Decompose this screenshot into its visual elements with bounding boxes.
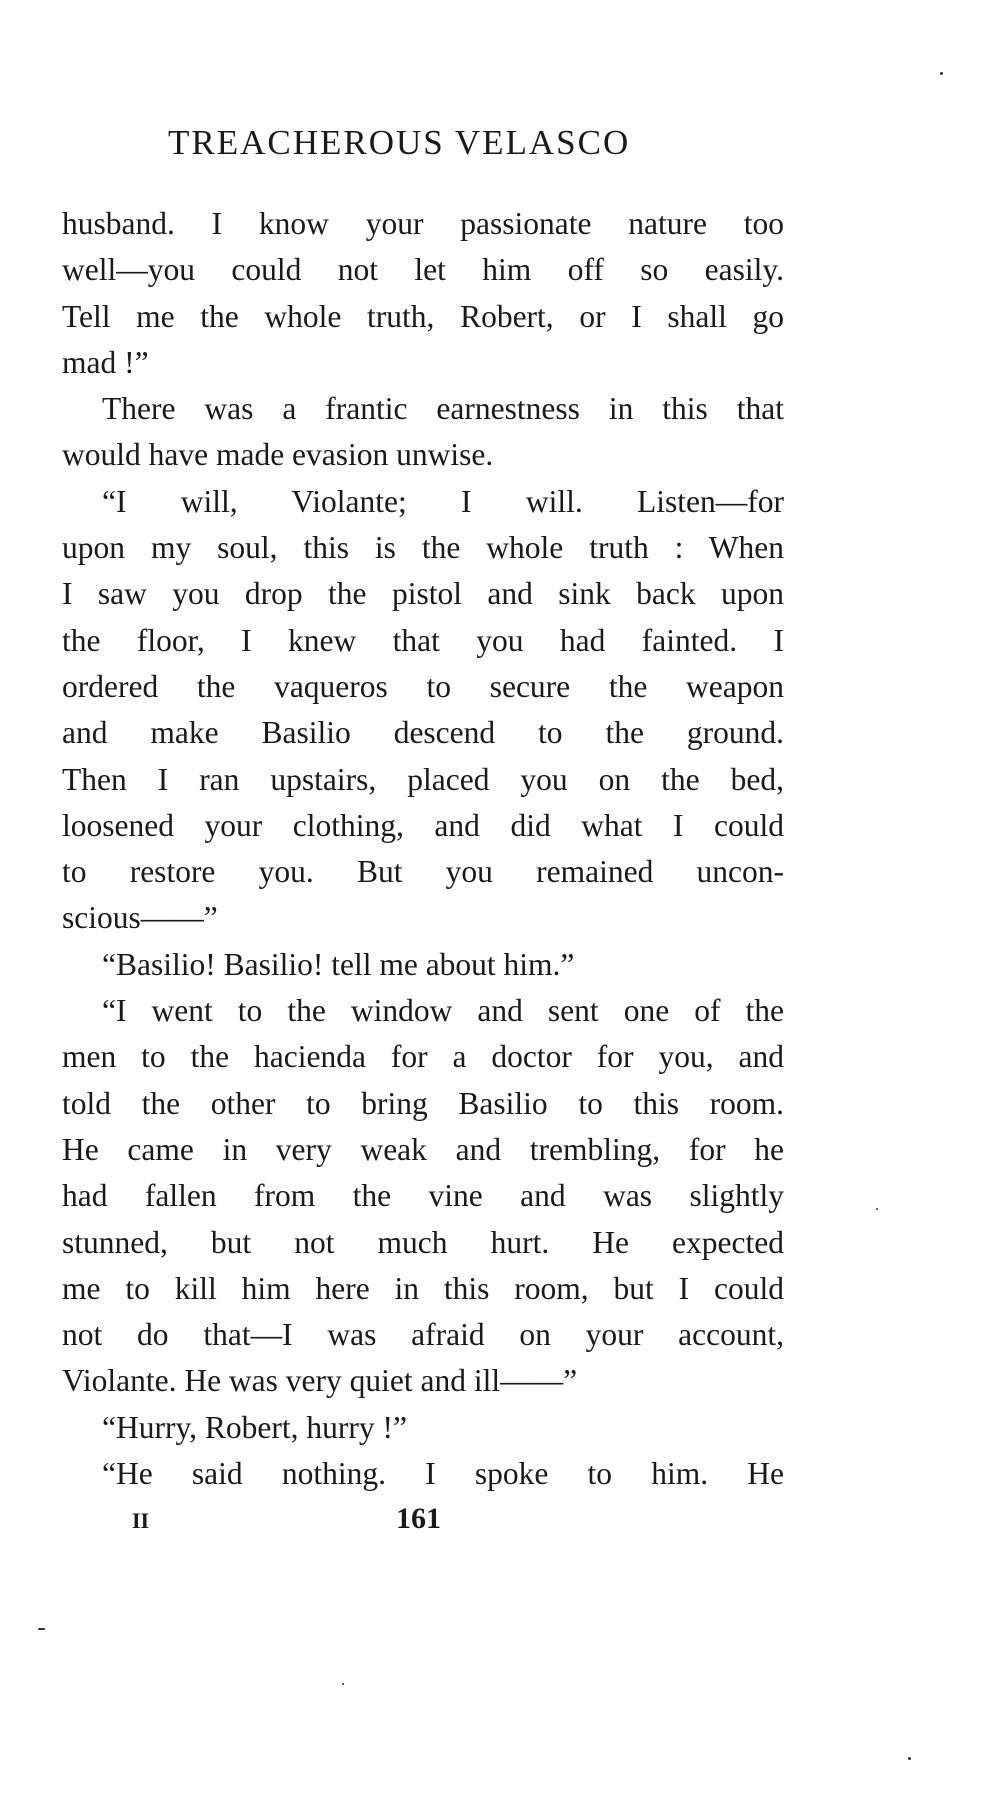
- text-line: He came in very weak and trembling, for he: [62, 1131, 784, 1167]
- text-line: mad !”: [62, 344, 149, 380]
- page-number: 161: [396, 1502, 441, 1535]
- text-line: husband. I know your passionate nature too: [62, 206, 784, 241]
- text-line: men to the hacienda for a doctor for you, and: [62, 1039, 784, 1075]
- scan-speck: [342, 1683, 344, 1685]
- text-line: “I went to the window and sent one of the: [102, 993, 784, 1029]
- text-line: me to kill him here in this room, but I could: [62, 1270, 784, 1306]
- text-line: well—you could not let him off so easily.: [62, 252, 784, 288]
- text-line: ordered the vaqueros to secure the weapon: [62, 668, 784, 704]
- text-line: had fallen from the vine and was slightly: [62, 1178, 784, 1214]
- text-line: Violante. He was very quiet and ill——”: [62, 1363, 578, 1399]
- signature-mark: II: [132, 1508, 150, 1533]
- body-text: [62, 201, 784, 1497]
- text-line: stunned, but not much hurt. He expected: [62, 1224, 784, 1260]
- scan-speck: [876, 1208, 878, 1210]
- text-line: “Basilio! Basilio! tell me about him.”: [102, 946, 575, 982]
- scan-speck: [908, 1757, 911, 1760]
- text-line: loosened your clothing, and did what I could: [62, 807, 784, 843]
- page-footer: [0, 1500, 1000, 1540]
- scan-speck: [38, 1628, 45, 1630]
- text-line: “I will, Violante; I will. Listen—for: [102, 483, 784, 519]
- text-line: Tell me the whole truth, Robert, or I shall go: [62, 298, 784, 334]
- text-line: the floor, I knew that you had fainted. I: [62, 622, 784, 658]
- text-line: Then I ran upstairs, placed you on the bed,: [62, 761, 784, 797]
- text-line: “Hurry, Robert, hurry !”: [102, 1409, 407, 1445]
- text-line: upon my soul, this is the whole truth : When: [62, 530, 784, 566]
- text-line: There was a frantic earnestness in this that: [102, 391, 784, 427]
- text-line: scious——”: [62, 900, 218, 936]
- text-line: “He said nothing. I spoke to him. He: [102, 1456, 784, 1492]
- text-line: to restore you. But you remained uncon-: [62, 854, 784, 890]
- text-line: would have made evasion unwise.: [62, 437, 494, 473]
- text-line: and make Basilio descend to the ground.: [62, 715, 784, 751]
- running-head: TREACHEROUS VELASCO: [168, 123, 631, 162]
- text-line: not do that—I was afraid on your account,: [62, 1317, 784, 1353]
- scan-speck: [940, 72, 943, 75]
- text-line: I saw you drop the pistol and sink back upon: [62, 576, 784, 612]
- text-line: told the other to bring Basilio to this room.: [62, 1085, 784, 1121]
